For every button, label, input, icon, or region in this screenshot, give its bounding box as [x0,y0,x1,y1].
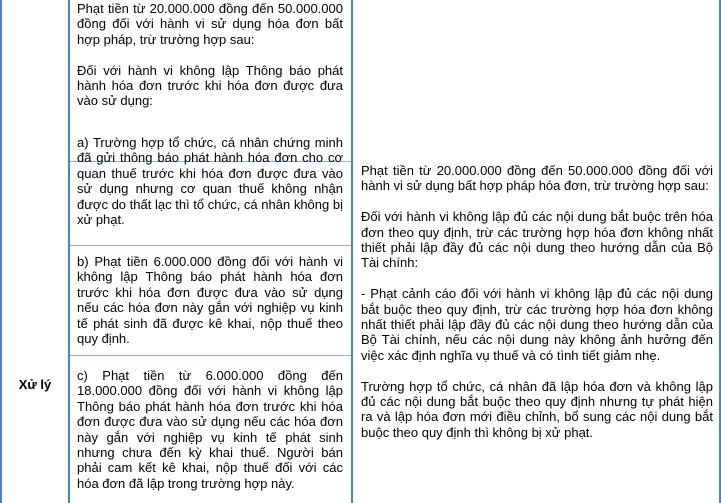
row-label-cell [2,0,68,503]
content-column-divider [351,0,353,503]
new-paragraph: Phạt tiền từ 20.000.000 đồng đến 50.000.000 đồng đối với hành vi sử dụng bất hợp pháp hóa đơn, trừ trường hợp sau: [361,163,713,194]
old-paragraph: Đối với hành vi không lập Thông báo phát hành hóa đơn trước khi hóa đơn được đưa vào sử dụng: [77,62,343,109]
old-paragraph: a) Trường hợp tổ chức, cá nhân chứng minh đã gửi thông báo phát hành hóa đơn cho cơ quan thuế trước khi hóa đơn được đưa vào sử dụng nhưng cơ quan thuế không nhận được do thất lạc thì tổ chức, cá nhân không bị xử phạt. [77,135,343,228]
new-paragraph: Đối với hành vi không lập đủ các nội dung bắt buộc trên hóa đơn theo quy định, trừ các trường hợp hóa đơn không nhất thiết phải lập đầy đủ các nội dung theo hướng dẫn của Bộ Tài chính: [361,209,713,271]
old-paragraph: b) Phạt tiền 6.000.000 đồng đối với hành vi không lập Thông báo phát hành hóa đơn trước khi hóa đơn được đưa vào sử dụng nếu các hóa đơn này gắn với nghiệp vụ kinh tế phát sinh đã được kê khai, nộp thuế theo quy định. [77,254,343,347]
old-cell-divider-2 [70,245,351,246]
old-regulation-cell-1 [77,1,343,109]
new-paragraph: Trường hợp tổ chức, cá nhân đã lập hóa đơn và không lập đủ các nội dung bắt buộc theo quy định nhưng tự phát hiện ra và lập hóa đơn mới điều chỉnh, bổ sung các nội dung bắt buộc theo quy định thì không bị xử phạt. [361,378,713,440]
label-column-divider [68,0,70,503]
new-paragraph: - Phạt cảnh cáo đối với hành vi không lập đủ các nội dung bắt buộc theo quy định, trừ các trường hợp hóa đơn không nhất thiết phải lập đầy đủ các nội dung theo hướng dẫn của Bộ Tài chính, nếu các nội dung này không ảnh hưởng đến việc xác định nghĩa vụ thuế và có tình tiết giảm nhẹ. [361,286,713,363]
old-paragraph: Phạt tiền từ 20.000.000 đồng đến 50.000.000 đồng đối với hành vi sử dụng hóa đơn bất hợp pháp, trừ trường hợp sau: [77,1,343,47]
old-regulation-cell-3 [77,254,343,346]
row-label: Xử lý [18,377,52,392]
old-paragraph: c) Phạt tiền từ 6.000.000 đồng đến 18.000.000 đồng đối với hành vi không lập Thông báo phát hành hóa đơn trước khi hóa đơn được đưa vào sử dụng nếu các hóa đơn này gắn với nghiệp vụ kinh tế phát sinh nhưng chưa đến kỳ khai thuế. Người bán phải cam kết kê khai, nộp thuế đối với các hóa đơn đã lập trong trường hợp này. [77,368,343,491]
old-regulation-cell-4 [77,368,343,491]
old-regulation-cell-2 [77,135,343,227]
old-cell-divider-3 [70,355,351,356]
new-regulation-cell [361,163,713,440]
